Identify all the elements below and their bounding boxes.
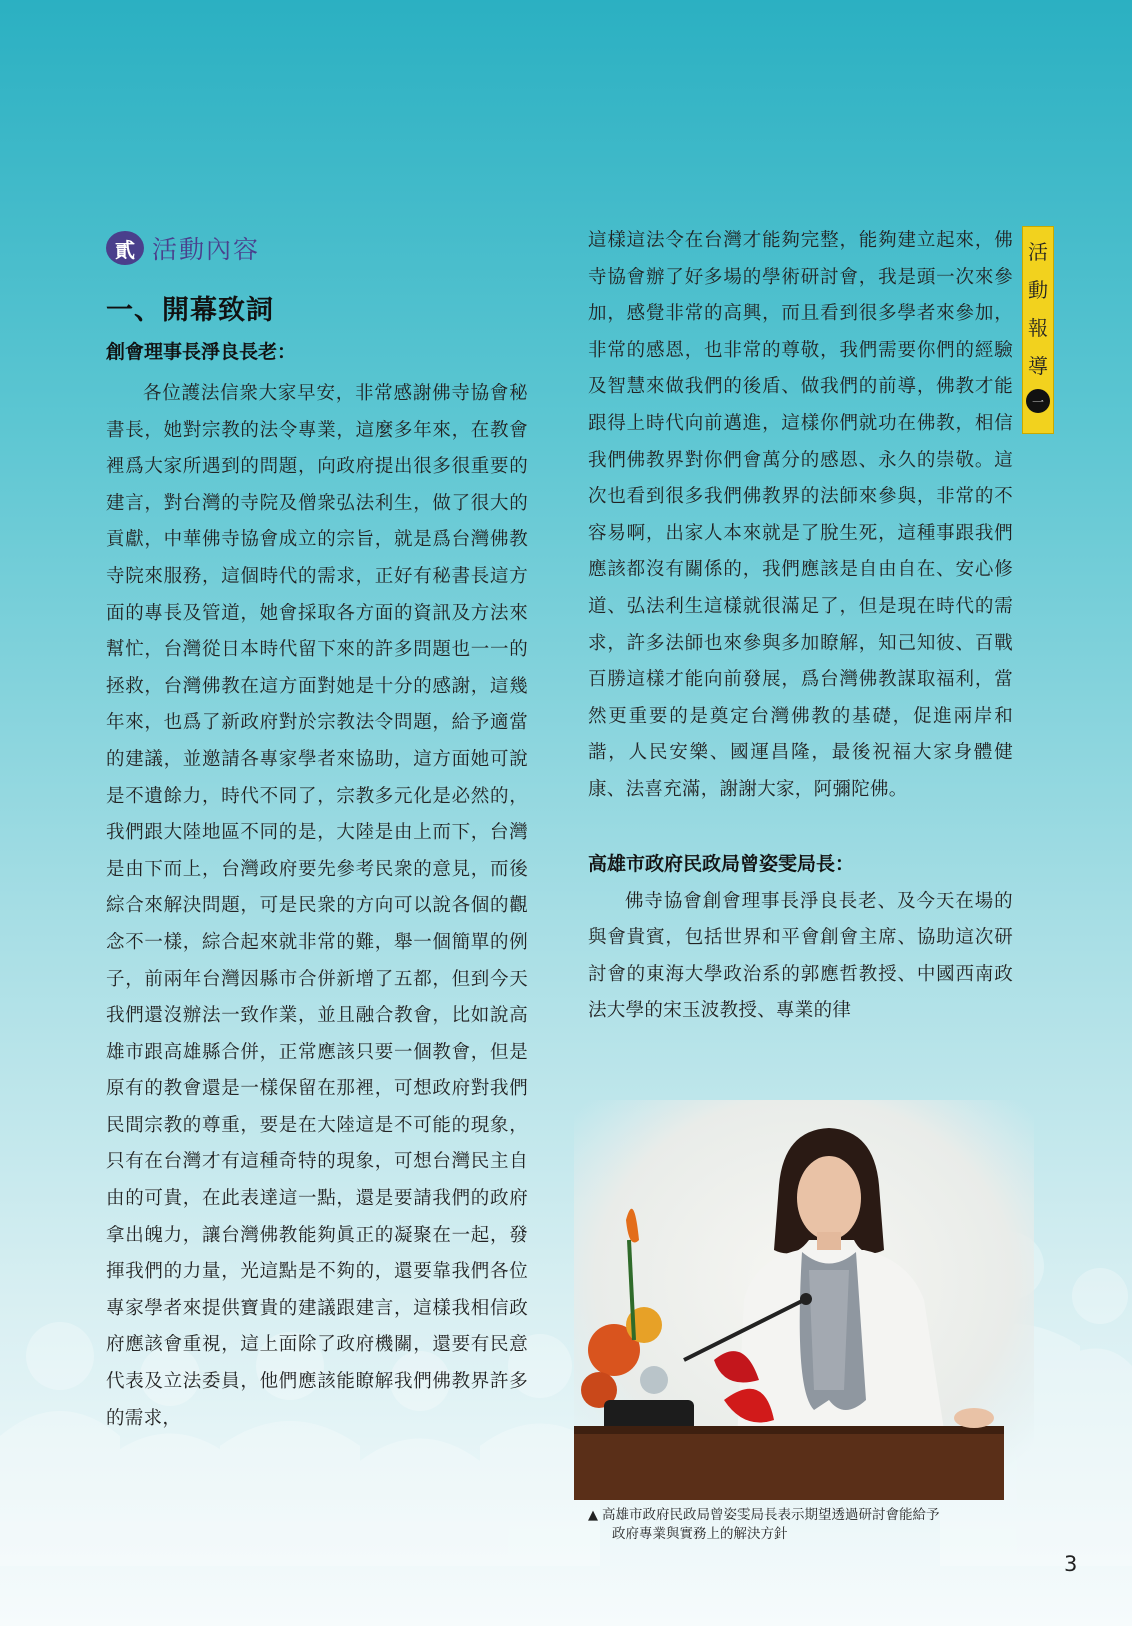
section-tab	[1022, 226, 1054, 434]
section-heading	[106, 228, 528, 268]
tab-char: 導	[1028, 354, 1048, 378]
section-badge: 貳	[106, 231, 144, 265]
speaker-name: 創會理事長淨良長老：	[106, 341, 297, 363]
caption-text: 高雄市政府民政局曾姿雯局長表示期望透過研討會能給予	[602, 1507, 940, 1523]
speech-paragraph: 各位護法信衆大家早安，非常感謝佛寺協會秘書長，她對宗教的法令專業，這麼多年來，在教會裡爲大家所遇到的問題，向政府提出很多很重要的建言，對台灣的寺院及僧衆弘法利生，做了很大的貢獻，中華佛寺協會成立的宗旨，就是爲台灣佛教寺院來服務，這個時代的需求，正好有秘書長這方面的專長及管道，她會採取各方面的資訊及方法來幫忙，台灣從日本時代留下來的許多問題也一一的拯救，台灣佛教在這方面對她是十分的感謝，這幾年來，也爲了新政府對於宗教法令問題，給予適當的建議，並邀請各專家學者來協助，這方面她可說是不遺餘力，時代不同了，宗教多元化是必然的，我們跟大陸地區不同的是，大陸是由上而下，台灣是由下而上，台灣政府要先參考民衆的意見，而後綜合來解決問題，可是民衆的方向可以說各個的觀念不一樣，綜合起來就非常的難，舉一個簡單的例子，前兩年台灣因縣市合併新增了五都，但到今天我們還沒辦法一致作業，並且融合教會，比如說高雄市跟高雄縣合併，正常應該只要一個教會，但是原有的教會還是一樣保留在那裡，可想政府對我們民間宗教的尊重，要是在大陸這是不可能的現象，只有在台灣才有這種奇特的現象，可想台灣民主自由的可貴，在此表達這一點，還是要請我們的政府拿出魄力，讓台灣佛教能夠眞正的凝聚在一起，發揮我們的力量，光這點是不夠的，還要靠我們各位專家學者來提供寶貴的建議跟建言，這樣我相信政府應該會重視，這上面除了政府機關，還要有民意代表及立法委員，他們應該能瞭解我們佛教界許多的需求，	[106, 383, 528, 1429]
tab-char: 活	[1028, 240, 1048, 264]
section-title: 活動內容	[152, 235, 261, 264]
page-number: 3	[1064, 1552, 1078, 1576]
speaker-photo	[574, 1100, 1034, 1500]
photo-caption	[588, 1506, 1018, 1544]
caption-line	[588, 1506, 1018, 1525]
caption-text: 政府專業與實務上的解決方針	[612, 1526, 788, 1542]
article-heading: 一、開幕致詞	[106, 295, 274, 326]
right-column	[588, 223, 1013, 1030]
speaker-name: 高雄市政府民政局曾姿雯局長：	[588, 852, 855, 875]
speech-paragraph-continued: 這樣這法令在台灣才能夠完整，能夠建立起來，佛寺協會辦了好多場的學術研討會，我是頭一次來參加，感覺非常的高興，而且看到很多學者來參加，非常的感恩，也非常的尊敬，我們需要你們的經驗及智慧來做我們的後盾、做我們的前導，佛教才能跟得上時代向前邁進，這樣你們就功在佛教，相信我們佛教界對你們會萬分的感恩、永久的崇敬。這次也看到很多我們佛教界的法師來參與，非常的不容易啊，出家人本來就是了脫生死，這種事跟我們應該都沒有關係的，我們應該是自由自在、安心修道、弘法利生這樣就很滿足了，但是現在時代的需求，許多法師也來參與多加瞭解，知己知彼、百戰百勝這樣才能向前發展，爲台灣佛教謀取福利，當然更重要的是奠定台灣佛教的基礎，促進兩岸和諧，人民安樂、國運昌隆，最後祝福大家身體健康、法喜充滿，謝謝大家，阿彌陀佛。	[588, 230, 1013, 800]
left-column	[106, 228, 528, 1437]
tab-char: 報	[1028, 316, 1048, 340]
tab-char: 動	[1028, 278, 1048, 302]
speech-paragraph: 佛寺協會創會理事長淨良長老、及今天在場的與會貴賓，包括世界和平會創會主席、協助這次研討會的東海大學政治系的郭應哲教授、中國西南政法大學的宋玉波教授、專業的律	[588, 890, 1013, 1022]
tab-number-badge: 一	[1026, 389, 1050, 413]
triangle-icon: ▲	[588, 1508, 598, 1523]
